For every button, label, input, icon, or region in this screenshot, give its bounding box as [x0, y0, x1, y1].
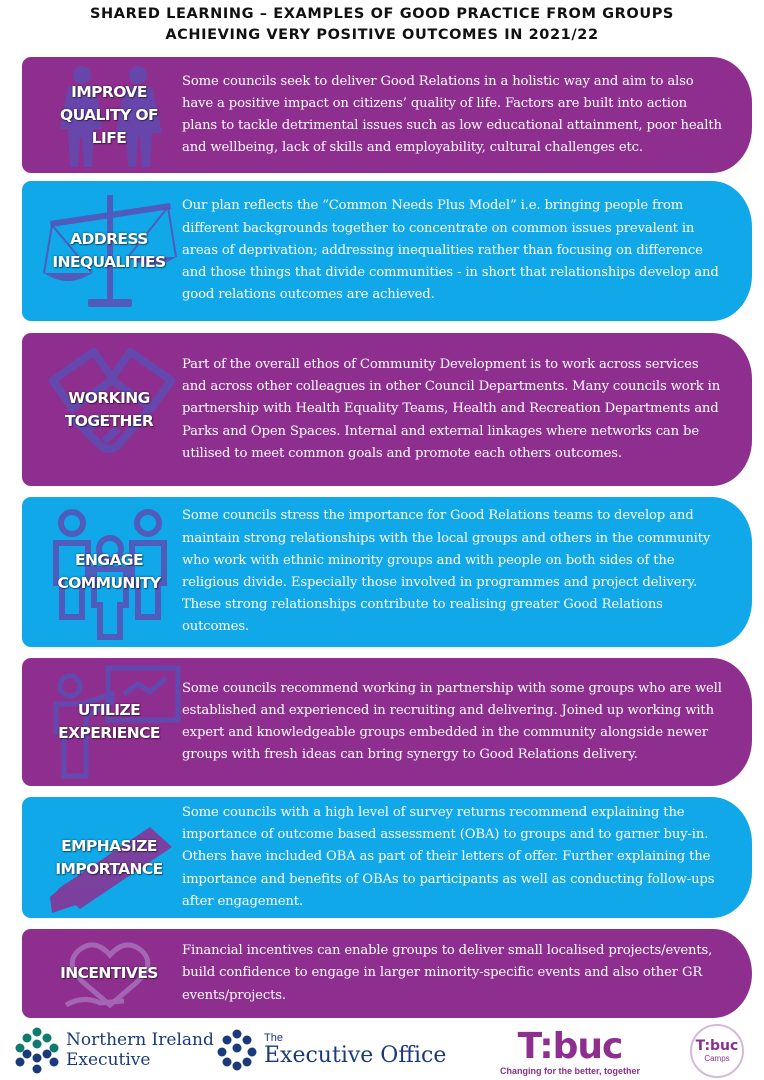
section-emphasize-importance: [22, 797, 752, 918]
section-text: Financial incentives can enable groups to deliver small localised projects/events, build confidence to engage in larger minority-specific events and also other GR events/projects.: [182, 943, 713, 1003]
section-text: Some councils recommend working in partnership with some groups who are well established and experienced in recruiting and delivering. Joined up working with expert and knowledgeable groups embedded in the community alongside newer groups with fresh ideas can bring synergy to Good Relations delivery.: [182, 680, 722, 763]
section-label: UTILIZE EXPERIENCE: [58, 701, 160, 742]
section-improve-quality-of-life: [22, 57, 752, 173]
tbuc-camps-logo: [690, 1024, 744, 1078]
section-text: Some councils stress the importance for Good Relations teams to develop and maintain strong relationships with the local groups and others in the community who work with ethnic minority groups and with people on both sides of the religious divide. Especially those involved in programmes and project delivery. These strong relationships contribute to realising greater Good Relations outcomes.: [182, 508, 711, 635]
section-label: ADDRESS INEQUALITIES: [52, 230, 166, 271]
nie-line-1: Northern Ireland: [66, 1030, 214, 1050]
section-working-together: [22, 333, 752, 486]
section-address-inequalities: [22, 181, 752, 321]
nie-line-2: Executive: [66, 1050, 151, 1070]
section-utilize-experience: [22, 658, 752, 786]
title-line-1: SHARED LEARNING – EXAMPLES OF GOOD PRACTICE FROM GROUPS: [90, 6, 674, 22]
eo-small-text: The: [264, 1032, 283, 1044]
section-text: Some councils seek to deliver Good Relations in a holistic way and aim to also have a positive impact on citizens’ quality of life. Factors are built into action plans to tackle detrimental issues such as low educational attainment, poor health and wellbeing, lack of skills and employability, cultural challenges etc.: [182, 73, 722, 156]
section-text: Part of the overall ethos of Community Development is to work across services and across other colleagues in other Council Departments. Many councils work in partnership with Health Equality Teams, Health and Recreation Departments and Parks and Open Spaces. Internal and external linkages where networks can be utilised to meet common goals and promote each others outcomes.: [182, 356, 721, 461]
tbuc-camps-sub: Camps: [704, 1054, 730, 1063]
tbuc-logo: [500, 1028, 640, 1076]
executive-office-logo: [216, 1028, 446, 1072]
tbuc-tagline: Changing for the better, together: [500, 1066, 641, 1076]
section-label: ENGAGE COMMUNITY: [57, 551, 161, 592]
section-text: Some councils with a high level of survey returns recommend explaining the importance of outcome based assessment (OBA) to groups and to garner buy-in. Others have included OBA as part of their letters of offer. Further explaining the importance and benefits of OBAs to participants as well as conducting follow-ups after engagement.: [182, 804, 715, 909]
section-text: Our plan reflects the “Common Needs Plus Model” i.e. bringing people from different backgrounds together to concentrate on common issues prevalent in areas of deprivation; addressing inequalities rather than focusing on difference and those things that divide communities - in short that relationships develop and good relations outcomes are achieved.: [182, 198, 719, 303]
section-label: WORKING TOGETHER: [64, 388, 154, 430]
hexagon-cluster-icon: [14, 1026, 60, 1074]
title-line-2: ACHIEVING VERY POSITIVE OUTCOMES IN 2021/22: [165, 27, 599, 43]
section-label: EMPHASIZE IMPORTANCE: [55, 836, 163, 878]
section-label: IMPROVE QUALITY OF LIFE: [60, 82, 158, 147]
section-engage-community: [22, 497, 752, 647]
section-incentives: [22, 929, 752, 1018]
hexagon-cluster-icon: [216, 1028, 258, 1072]
page-title: [0, 4, 764, 46]
eo-big-text: Executive Office: [264, 1043, 447, 1068]
tbuc-camps-wordmark: T:buc: [695, 1038, 739, 1054]
footer-logos: [0, 1018, 764, 1080]
northern-ireland-executive-logo: [14, 1026, 214, 1074]
tbuc-wordmark: T:buc: [517, 1026, 623, 1067]
section-label: INCENTIVES: [60, 964, 158, 982]
